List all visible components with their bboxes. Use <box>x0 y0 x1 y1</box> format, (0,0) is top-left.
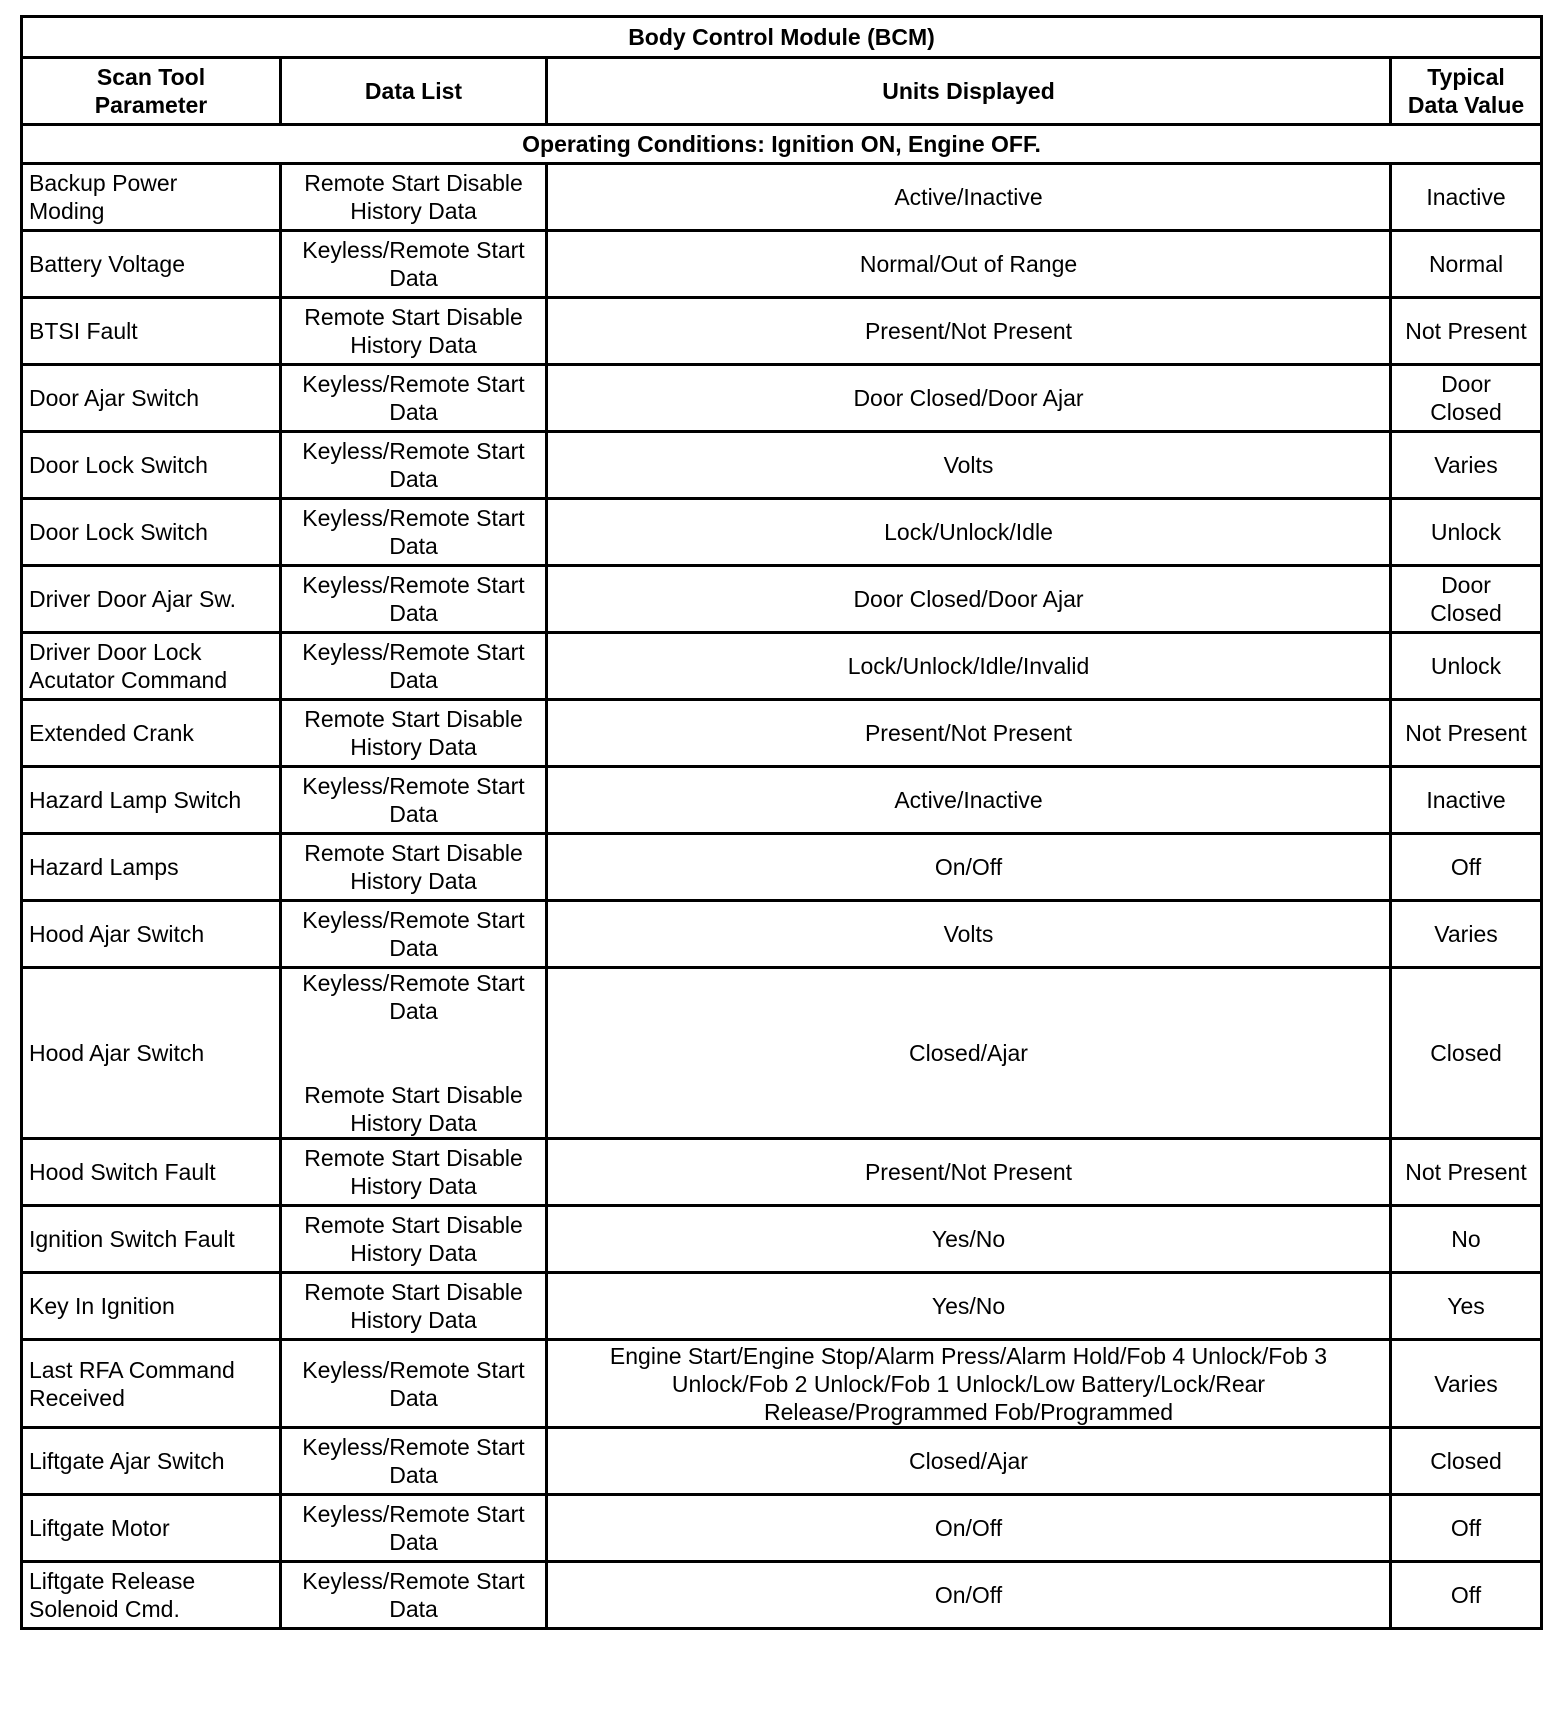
table-row <box>22 1273 1542 1340</box>
table-row <box>22 834 1542 901</box>
cell-units-displayed: Closed/Ajar <box>547 1428 1391 1495</box>
header-typical-data-value: Typical Data Value <box>1391 58 1542 125</box>
cell-typical-value: Yes <box>1391 1273 1542 1340</box>
cell-parameter: Hood Switch Fault <box>22 1139 281 1206</box>
cell-units-displayed: Yes/No <box>547 1273 1391 1340</box>
cell-units-displayed: Normal/Out of Range <box>547 231 1391 298</box>
operating-conditions: Operating Conditions: Ignition ON, Engine OFF. <box>22 125 1542 164</box>
cell-data-list: Keyless/Remote Start Data <box>281 365 547 432</box>
cell-typical-value: Varies <box>1391 901 1542 968</box>
cell-data-list: Remote Start Disable History Data <box>281 1139 547 1206</box>
cell-data-list: Keyless/Remote Start Data <box>281 499 547 566</box>
cell-parameter: Driver Door Lock Acutator Command <box>22 633 281 700</box>
header-data-list: Data List <box>281 58 547 125</box>
cell-units-displayed: Volts <box>547 432 1391 499</box>
cell-units-displayed: Lock/Unlock/Idle/Invalid <box>547 633 1391 700</box>
cell-data-list: Keyless/Remote Start Data <box>281 767 547 834</box>
cell-data-list: Remote Start Disable History Data <box>281 1206 547 1273</box>
cell-data-list: Remote Start Disable History Data <box>281 1273 547 1340</box>
cell-parameter: Hood Ajar Switch <box>22 901 281 968</box>
cell-data-list: Keyless/Remote Start Data <box>281 901 547 968</box>
cell-units-displayed: Engine Start/Engine Stop/Alarm Press/Alarm Hold/Fob 4 Unlock/Fob 3 Unlock/Fob 2 Unlock/Fob 1 Unlock/Low Battery/Lock/Rear Release/Programmed Fob/Programmed <box>547 1340 1391 1428</box>
cell-data-list: Keyless/Remote Start Data <box>281 633 547 700</box>
table-row <box>22 566 1542 633</box>
cell-parameter: Hazard Lamps <box>22 834 281 901</box>
cell-data-list: Keyless/Remote Start Data <box>281 1562 547 1629</box>
table-row <box>22 968 1542 1139</box>
cell-parameter: Ignition Switch Fault <box>22 1206 281 1273</box>
column-headers <box>22 58 1542 125</box>
table-row <box>22 901 1542 968</box>
table-title: Body Control Module (BCM) <box>22 17 1542 58</box>
table-row <box>22 767 1542 834</box>
cell-typical-value: Closed <box>1391 968 1542 1139</box>
cell-units-displayed: On/Off <box>547 834 1391 901</box>
cell-units-displayed: Lock/Unlock/Idle <box>547 499 1391 566</box>
cell-units-displayed: On/Off <box>547 1562 1391 1629</box>
table-row <box>22 1562 1542 1629</box>
cell-typical-value: Inactive <box>1391 164 1542 231</box>
cell-typical-value: Not Present <box>1391 1139 1542 1206</box>
cell-typical-value: No <box>1391 1206 1542 1273</box>
cell-parameter: Door Lock Switch <box>22 499 281 566</box>
cell-typical-value: Inactive <box>1391 767 1542 834</box>
cell-units-displayed: Yes/No <box>547 1206 1391 1273</box>
cell-units-displayed: Present/Not Present <box>547 1139 1391 1206</box>
table-row <box>22 499 1542 566</box>
cell-units-displayed: Active/Inactive <box>547 767 1391 834</box>
cell-typical-value: Varies <box>1391 1340 1542 1428</box>
cell-typical-value: Door Closed <box>1391 566 1542 633</box>
cell-parameter: BTSI Fault <box>22 298 281 365</box>
table-body <box>22 164 1542 1629</box>
cell-data-list: Keyless/Remote Start Data <box>281 1340 547 1428</box>
cell-data-list: Keyless/Remote Start Data <box>281 432 547 499</box>
cell-parameter: Liftgate Release Solenoid Cmd. <box>22 1562 281 1629</box>
cell-typical-value: Normal <box>1391 231 1542 298</box>
cell-units-displayed: Present/Not Present <box>547 298 1391 365</box>
table-row <box>22 231 1542 298</box>
bcm-data-table <box>20 15 1543 1630</box>
cell-parameter: Door Lock Switch <box>22 432 281 499</box>
table-row <box>22 1139 1542 1206</box>
table-row <box>22 1495 1542 1562</box>
cell-parameter: Extended Crank <box>22 700 281 767</box>
cell-data-list: Keyless/Remote Start Data <box>281 1428 547 1495</box>
cell-units-displayed: Volts <box>547 901 1391 968</box>
table-row <box>22 1206 1542 1273</box>
cell-units-displayed: On/Off <box>547 1495 1391 1562</box>
table-row <box>22 700 1542 767</box>
cell-typical-value: Off <box>1391 834 1542 901</box>
cell-units-displayed: Door Closed/Door Ajar <box>547 566 1391 633</box>
cell-typical-value: Closed <box>1391 1428 1542 1495</box>
cell-typical-value: Unlock <box>1391 499 1542 566</box>
table-row <box>22 1340 1542 1428</box>
table-row <box>22 1428 1542 1495</box>
cell-data-list: Keyless/Remote Start Data <box>281 231 547 298</box>
cell-units-displayed: Closed/Ajar <box>547 968 1391 1139</box>
cell-typical-value: Not Present <box>1391 298 1542 365</box>
cell-units-displayed: Present/Not Present <box>547 700 1391 767</box>
table-row <box>22 633 1542 700</box>
cell-typical-value: Unlock <box>1391 633 1542 700</box>
cell-units-displayed: Active/Inactive <box>547 164 1391 231</box>
cell-data-list: Remote Start Disable History Data <box>281 164 547 231</box>
cell-data-list: Keyless/Remote Start Data <box>281 566 547 633</box>
header-units-displayed: Units Displayed <box>547 58 1391 125</box>
cell-parameter: Liftgate Motor <box>22 1495 281 1562</box>
cell-parameter: Battery Voltage <box>22 231 281 298</box>
header-scan-tool-parameter: Scan Tool Parameter <box>22 58 281 125</box>
cell-typical-value: Off <box>1391 1495 1542 1562</box>
table-row <box>22 365 1542 432</box>
cell-typical-value: Door Closed <box>1391 365 1542 432</box>
cell-typical-value: Varies <box>1391 432 1542 499</box>
cell-parameter: Hazard Lamp Switch <box>22 767 281 834</box>
cell-typical-value: Off <box>1391 1562 1542 1629</box>
cell-parameter: Hood Ajar Switch <box>22 968 281 1139</box>
cell-parameter: Liftgate Ajar Switch <box>22 1428 281 1495</box>
cell-parameter: Door Ajar Switch <box>22 365 281 432</box>
cell-parameter: Driver Door Ajar Sw. <box>22 566 281 633</box>
cell-parameter: Key In Ignition <box>22 1273 281 1340</box>
table-row <box>22 164 1542 231</box>
cell-parameter: Backup Power Moding <box>22 164 281 231</box>
cell-data-list: Remote Start Disable History Data <box>281 298 547 365</box>
cell-typical-value: Not Present <box>1391 700 1542 767</box>
cell-parameter: Last RFA Command Received <box>22 1340 281 1428</box>
cell-data-list: Remote Start Disable History Data <box>281 834 547 901</box>
table-row <box>22 432 1542 499</box>
cell-data-list: Keyless/Remote Start Data Remote Start Disable History Data <box>281 968 547 1139</box>
cell-data-list: Keyless/Remote Start Data <box>281 1495 547 1562</box>
cell-data-list: Remote Start Disable History Data <box>281 700 547 767</box>
table-row <box>22 298 1542 365</box>
cell-units-displayed: Door Closed/Door Ajar <box>547 365 1391 432</box>
